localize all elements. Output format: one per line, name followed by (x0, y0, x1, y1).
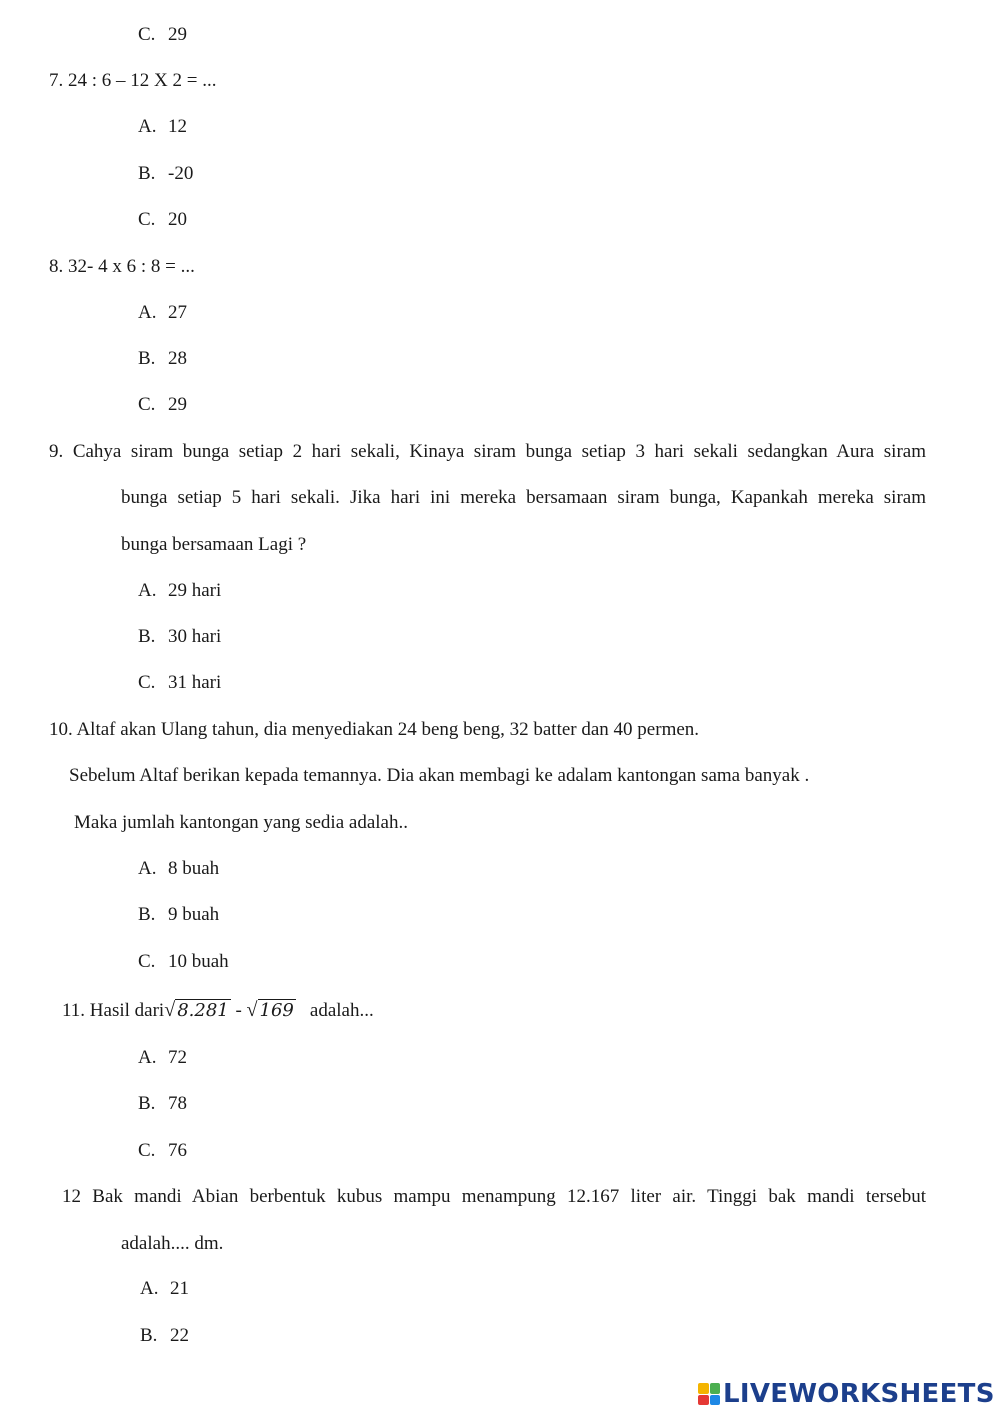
question-10-line-3: Maka jumlah kantongan yang sedia adalah.. (74, 812, 408, 833)
q10-option-a: A. 8 buah (138, 858, 220, 879)
minus-sign: - (230, 1000, 247, 1021)
q7-option-c: C. 20 (138, 209, 187, 230)
q8-option-c: C. 29 (138, 394, 187, 415)
logo-square-2 (710, 1383, 721, 1394)
q10-option-c: C. 10 buah (138, 951, 229, 972)
square-root-1: √ 8.281 (164, 999, 229, 1021)
square-root-2: √ 169 (246, 999, 294, 1021)
q12-option-b: B. 22 (140, 1325, 189, 1346)
q9-option-b: B. 30 hari (138, 626, 222, 647)
q9-option-c: C. 31 hari (138, 672, 222, 693)
q10-option-b: B. 9 buah (138, 904, 220, 925)
logo-square-4 (710, 1395, 721, 1406)
q8-option-b: B. 28 (138, 348, 187, 369)
question-11-prefix: 11. Hasil dari (62, 1000, 165, 1021)
question-10-line-1: 10. Altaf akan Ulang tahun, dia menyediakan 24 beng beng, 32 batter dan 40 permen. (49, 719, 700, 740)
q7-option-a: A. 12 (138, 116, 187, 137)
question-9-line-2: bunga setiap 5 hari sekali. Jika hari ini mereka bersamaan siram bunga, Kapankah mereka siram (121, 487, 926, 508)
logo-square-1 (698, 1383, 709, 1394)
logo-square-3 (698, 1395, 709, 1406)
question-9-line-3: bunga bersamaan Lagi ? (121, 534, 307, 555)
logo-text: LIVEWORKSHEETS (723, 1379, 995, 1409)
option-c: C. 29 (138, 24, 187, 45)
q12-option-a: A. 21 (140, 1278, 189, 1299)
q11-option-a: A. 72 (138, 1047, 187, 1068)
q11-option-c: C. 76 (138, 1140, 187, 1161)
q8-option-a: A. 27 (138, 302, 187, 323)
logo-mark-icon (698, 1383, 720, 1405)
q9-option-a: A. 29 hari (138, 580, 222, 601)
q7-option-b: B. -20 (138, 163, 194, 184)
question-9-line-1: 9. Cahya siram bunga setiap 2 hari sekali, Kinaya siram bunga setiap 3 hari sekali sedangkan Aura siram (49, 441, 926, 462)
question-10-line-2: Sebelum Altaf berikan kepada temannya. Dia akan membagi ke adalam kantongan sama banyak . (69, 765, 810, 786)
liveworksheets-logo (698, 1378, 995, 1410)
q11-option-b: B. 78 (138, 1093, 187, 1114)
question-12-line-1: 12 Bak mandi Abian berbentuk kubus mampu menampung 12.167 liter air. Tinggi bak mandi tersebut (62, 1186, 926, 1207)
question-12-line-2: adalah.... dm. (121, 1233, 224, 1254)
question-11-suffix: adalah... (309, 1000, 374, 1021)
question-8: 8. 32- 4 x 6 : 8 = ... (49, 256, 195, 277)
question-7: 7. 24 : 6 – 12 X 2 = ... (49, 70, 217, 91)
question-11 (62, 998, 374, 1023)
